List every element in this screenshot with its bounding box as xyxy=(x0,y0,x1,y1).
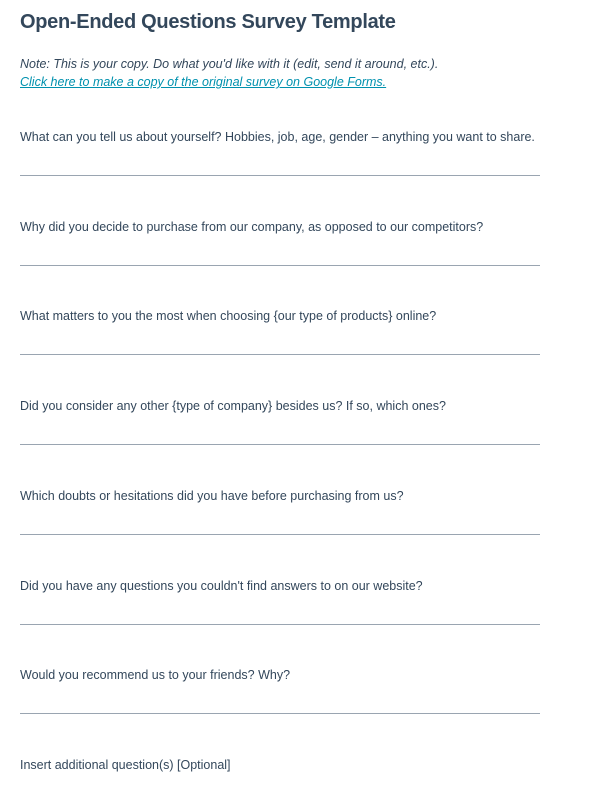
question-text: What matters to you the most when choosing {our type of products} online? xyxy=(20,309,437,323)
question-text: Which doubts or hesitations did you have before purchasing from us? xyxy=(20,489,404,503)
answer-line[interactable] xyxy=(20,175,540,176)
question-8-optional xyxy=(20,757,610,773)
answer-line[interactable] xyxy=(20,265,540,266)
question-text: Why did you decide to purchase from our company, as opposed to our competitors? xyxy=(20,220,484,234)
question-7 xyxy=(20,667,610,683)
question-text: Insert additional question(s) [Optional] xyxy=(20,758,231,772)
question-text: Did you have any questions you couldn't find answers to on our website? xyxy=(20,579,423,593)
page-title: Open-Ended Questions Survey Template xyxy=(20,11,396,33)
question-text: Would you recommend us to your friends? Why? xyxy=(20,668,291,682)
question-5 xyxy=(20,488,610,504)
question-text: Did you consider any other {type of company} besides us? If so, which ones? xyxy=(20,399,446,413)
google-forms-copy-link[interactable]: Click here to make a copy of the original survey on Google Forms. xyxy=(20,75,387,89)
question-1 xyxy=(20,129,610,145)
copy-note: Note: This is your copy. Do what you'd like with it (edit, send it around, etc.). xyxy=(20,57,439,71)
answer-line[interactable] xyxy=(20,354,540,355)
question-6 xyxy=(20,578,610,594)
answer-line[interactable] xyxy=(20,624,540,625)
question-4 xyxy=(20,398,610,414)
answer-line[interactable] xyxy=(20,534,540,535)
answer-line[interactable] xyxy=(20,444,540,445)
answer-line[interactable] xyxy=(20,713,540,714)
question-2 xyxy=(20,219,610,235)
question-text: What can you tell us about yourself? Hobbies, job, age, gender – anything you want to share. xyxy=(20,130,535,144)
question-3 xyxy=(20,308,610,324)
